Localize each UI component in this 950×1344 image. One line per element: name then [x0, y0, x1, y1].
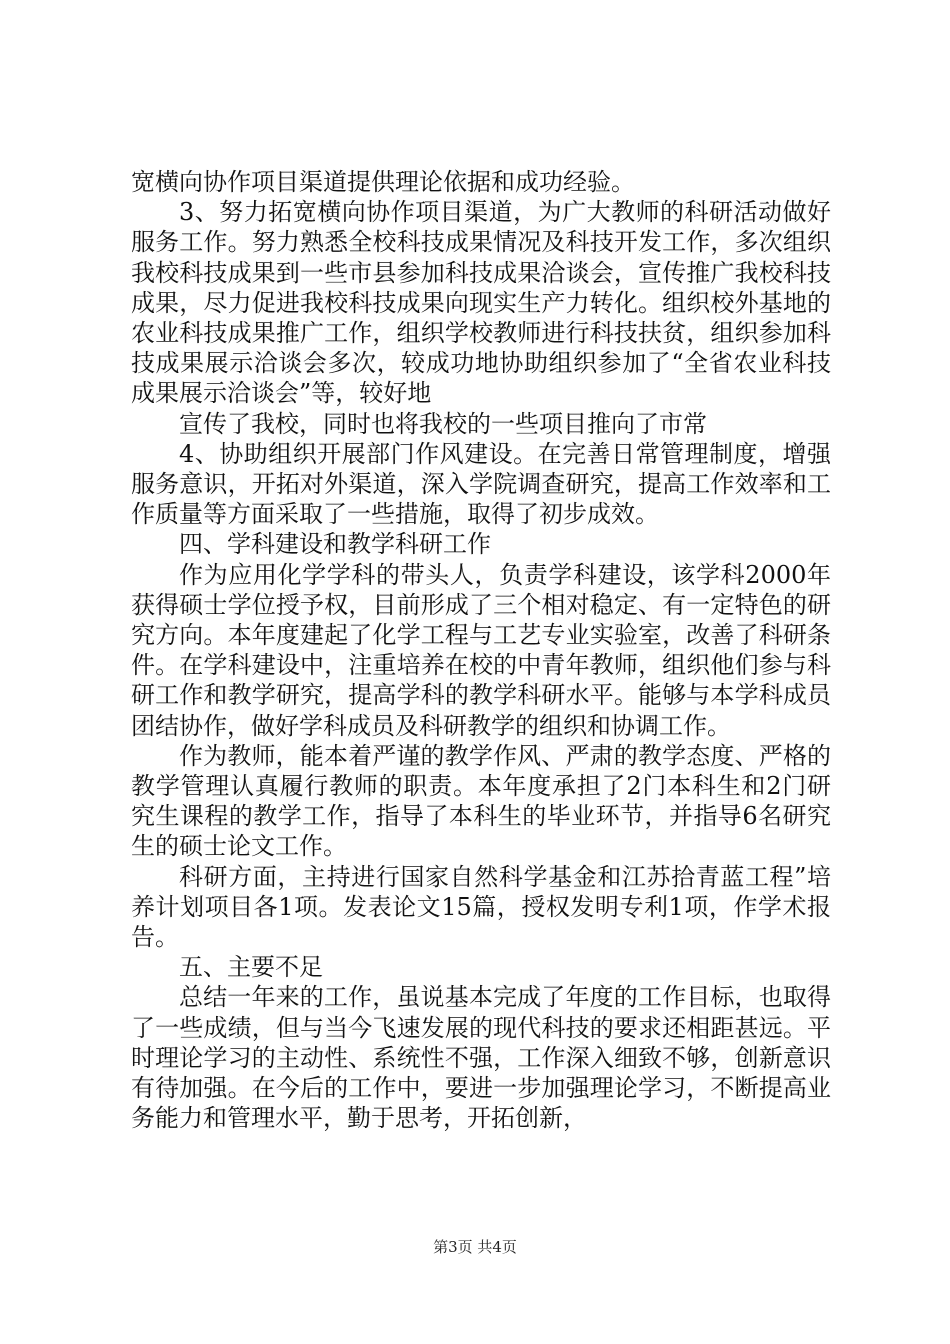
page-footer: 第3页 共4页 — [433, 1238, 517, 1256]
section-heading-discipline: 四、学科建设和教学科研工作 — [179, 530, 491, 559]
paragraph-teaching: 作为教师，能本着严谨的教学作风、严肃的教学态度、严格的教学管理认真履行教师的职责。本年度承担了2门本科生和2门研究生课程的教学工作，指导了本科生的毕业环节，并指导6名研究生的硕士论文工作。 — [131, 741, 831, 861]
paragraph-summary: 总结一年来的工作，虽说基本完成了年度的工作目标，也取得了一些成绩，但与当今飞速发展的现代科技的要求还相距甚远。平时理论学习的主动性、系统性不强，工作深入细致不够，创新意识有待加强。在今后的工作中，要进一步加强理论学习，不断提高业务能力和管理水平，勤于思考，开拓创新， — [131, 983, 831, 1133]
paragraph-research: 科研方面，主持进行国家自然科学基金和江苏拾青蓝工程”培养计划项目各1项。发表论文15篇，授权发明专利1项，作学术报告。 — [131, 862, 831, 952]
paragraph-publicity: 宣传了我校，同时也将我校的一些项目推向了市常 — [179, 409, 707, 438]
section-heading-shortcomings: 五、主要不足 — [179, 953, 323, 982]
paragraph-continuation: 宽横向协作项目渠道提供理论依据和成功经验。 — [131, 168, 635, 196]
paragraph-discipline-leader: 作为应用化学学科的带头人，负责学科建设，该学科2000年获得硕士学位授予权，目前形成了三个相对稳定、有一定特色的研究方向。本年度建起了化学工程与工艺专业实验室，改善了科研条件。在学科建设中，注重培养在校的中青年教师，组织他们参与科研工作和教学研究，提高学科的教学科研水平。能够与本学科成员团结协作，做好学科成员及科研教学的组织和协调工作。 — [131, 560, 831, 740]
document-body — [131, 167, 831, 1134]
paragraph-item-3: 3、努力拓宽横向协作项目渠道，为广大教师的科研活动做好服务工作。努力熟悉全校科技成果情况及科技开发工作，多次组织我校科技成果到一些市县参加科技成果洽谈会，宣传推广我校科技成果，尽力促进我校科技成果向现实生产力转化。组织校外基地的农业科技成果推广工作，组织学校教师进行科技扶贫，组织参加科技成果展示洽谈会多次，较成功地协助组织参加了“全省农业科技成果展示洽谈会”等，较好地 — [131, 198, 831, 408]
paragraph-item-4: 4、协助组织开展部门作风建设。在完善日常管理制度，增强服务意识，开拓对外渠道，深入学院调查研究，提高工作效率和工作质量等方面采取了一些措施，取得了初步成效。 — [131, 439, 831, 529]
